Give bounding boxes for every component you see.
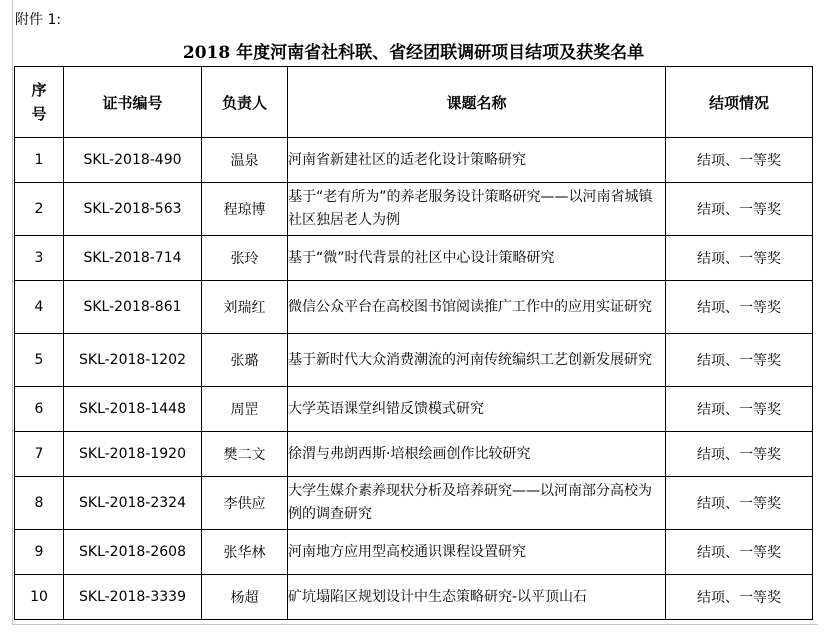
table-row (15, 334, 813, 387)
row-cert-no: SKL-2018-490 (64, 138, 202, 183)
table-row (15, 138, 813, 183)
table-row (15, 432, 813, 477)
row-topic: 河南省新建社区的适老化设计策略研究 (288, 138, 666, 183)
table-row (15, 236, 813, 281)
table-row (15, 387, 813, 432)
row-topic: 基于“老有所为”的养老服务设计策略研究——以河南省城镇社区独居老人为例 (288, 183, 666, 236)
row-person: 樊二文 (202, 432, 288, 477)
row-status: 结项、一等奖 (666, 334, 813, 387)
row-topic: 徐渭与弗朗西斯·培根绘画创作比较研究 (288, 432, 666, 477)
row-person: 张璐 (202, 334, 288, 387)
row-status: 结项、一等奖 (666, 183, 813, 236)
row-cert-no: SKL-2018-3339 (64, 575, 202, 620)
row-cert-no: SKL-2018-2608 (64, 530, 202, 575)
row-topic: 基于“微”时代背景的社区中心设计策略研究 (288, 236, 666, 281)
row-index: 8 (15, 477, 64, 530)
row-index: 10 (15, 575, 64, 620)
row-status: 结项、一等奖 (666, 387, 813, 432)
row-status: 结项、一等奖 (666, 575, 813, 620)
table-row (15, 477, 813, 530)
attachment-label: 附件 1: (15, 12, 62, 28)
row-person: 程琼博 (202, 183, 288, 236)
row-person: 杨超 (202, 575, 288, 620)
table-row (15, 530, 813, 575)
row-topic: 大学英语课堂纠错反馈模式研究 (288, 387, 666, 432)
row-cert-no: SKL-2018-2324 (64, 477, 202, 530)
row-status: 结项、一等奖 (666, 477, 813, 530)
row-topic: 矿坑塌陷区规划设计中生态策略研究-以平顶山石 (288, 575, 666, 620)
row-index: 5 (15, 334, 64, 387)
row-topic: 大学生媒介素养现状分析及培养研究——以河南部分高校为例的调查研究 (288, 477, 666, 530)
row-cert-no: SKL-2018-563 (64, 183, 202, 236)
row-index: 7 (15, 432, 64, 477)
row-index: 2 (15, 183, 64, 236)
row-index: 1 (15, 138, 64, 183)
header-person: 负责人 (202, 67, 288, 138)
table-row (15, 281, 813, 334)
row-cert-no: SKL-2018-1202 (64, 334, 202, 387)
row-topic: 基于新时代大众消费潮流的河南传统编织工艺创新发展研究 (288, 334, 666, 387)
row-person: 张玲 (202, 236, 288, 281)
row-person: 周罡 (202, 387, 288, 432)
header-cert-no: 证书编号 (64, 67, 202, 138)
header-topic: 课题名称 (288, 67, 666, 138)
row-index: 3 (15, 236, 64, 281)
row-index: 9 (15, 530, 64, 575)
table-header-row (15, 67, 813, 138)
row-cert-no: SKL-2018-861 (64, 281, 202, 334)
row-person: 李供应 (202, 477, 288, 530)
table-row (15, 183, 813, 236)
row-person: 刘瑞红 (202, 281, 288, 334)
row-status: 结项、一等奖 (666, 281, 813, 334)
row-topic: 微信公众平台在高校图书馆阅读推广工作中的应用实证研究 (288, 281, 666, 334)
row-topic: 河南地方应用型高校通识课程设置研究 (288, 530, 666, 575)
row-status: 结项、一等奖 (666, 530, 813, 575)
row-index: 6 (15, 387, 64, 432)
row-cert-no: SKL-2018-714 (64, 236, 202, 281)
award-table (14, 66, 813, 620)
header-status: 结项情况 (666, 67, 813, 138)
row-status: 结项、一等奖 (666, 236, 813, 281)
row-status: 结项、一等奖 (666, 138, 813, 183)
table-row (15, 575, 813, 620)
row-person: 温泉 (202, 138, 288, 183)
header-index: 序号 (15, 67, 64, 138)
row-cert-no: SKL-2018-1448 (64, 387, 202, 432)
row-status: 结项、一等奖 (666, 432, 813, 477)
row-index: 4 (15, 281, 64, 334)
row-person: 张华林 (202, 530, 288, 575)
row-cert-no: SKL-2018-1920 (64, 432, 202, 477)
document-title: 2018 年度河南省社科联、省经团联调研项目结项及获奖名单 (182, 43, 645, 63)
